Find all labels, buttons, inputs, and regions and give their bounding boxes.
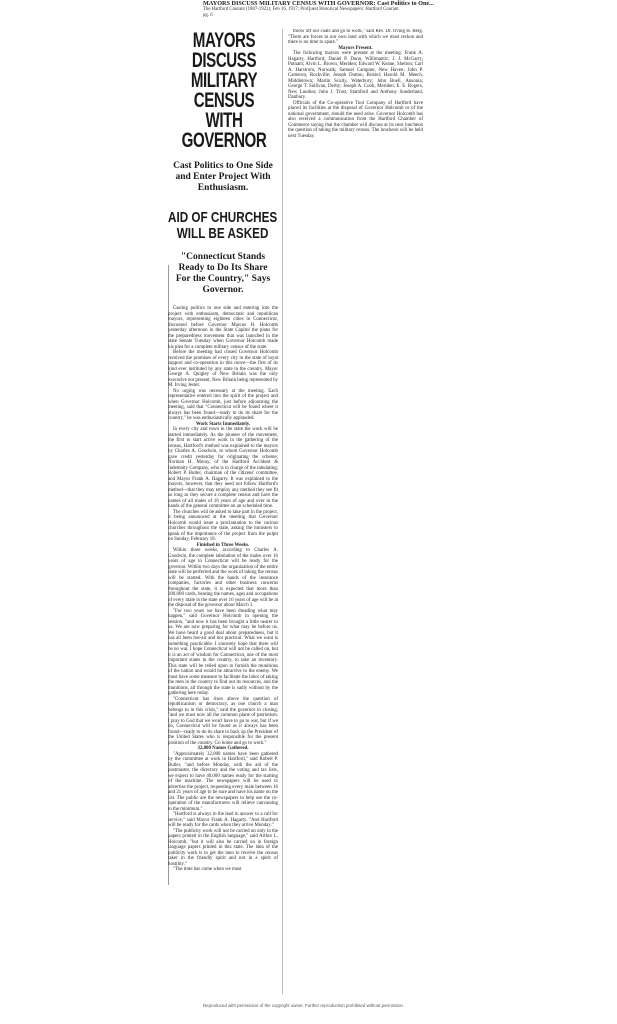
paragraph: "Connecticut has risen above the question of republicanism or democracy, as one church a man belongs to in this crisis," said the governor in closing, "and we must now all the common plane of patriotism. I pray to God that we won't have to go to war, but if we do, Connecticut will be found as it always has been found—ready to do its share to back up the President of the United States who is responsible for the present position of the country. Go home and go to work." [168, 696, 278, 746]
headline-line: MILITARY CENSUS [190, 69, 258, 112]
secondary-headline-line: WILL BE ASKED [176, 225, 269, 242]
citation-source: The Hartford Courant (1887-1922); Feb 16, 1917; ProQuest Historical Newspapers: Hartford Courant [203, 7, 399, 12]
subheading: Mayors Present. [338, 45, 373, 51]
right-column [288, 29, 423, 239]
secondary-headline [168, 210, 277, 242]
paragraph: throw off our coats and go to work," said Rev. Dr. Irving H. Berg. "There are forces in our own land with which we must reckon and there is no time to spare." [288, 29, 423, 45]
paragraph: "Approximately 32,000 names have been gathered by the committee at work in Hartford," said Robert P. Butler, "and before Monday, with the aid of the postmaster, the directory and the voting and tax lists, we expect to have 40,000 names ready for the starting of the machine. The newspapers will be used to advertise the project, requesting every male between 16 and 21 years of age to be sure and have his name on the list. The public are the newspapers to help use the co-operation of the manufacturers will relieve canvassing to the minimum." [168, 751, 278, 812]
article-body-continued [288, 29, 423, 139]
paragraph: "Hartford is always in the lead in answer to a call for service," said Mayor Frank A. Hagarty. "And Hartford will be ready for the cards when they arrive Monday." [168, 812, 278, 828]
paragraph: "For two years we have been dreading what may happen," said Governor Holcomb in opening the session, "and now it has been brought a little nearer to us. We are now preparing for what may be before us. We have heard a good deal about preparedness, but it has all been hot-air and not practical. What we want is something practicable. I sincerely hope that there will be no war. I hope Connecticut will not be called on, but it is an act of wisdom for Connecticut, one of the most important states in the country, to take an inventory. This state will be relied upon to furnish the munitions of the nation and would be attractive to the enemy. We must have some measure to facilitate the labor of taking the men in the country to find out its resources, and the munitions, all through the state is sadly without by the gathering here today. [168, 608, 278, 696]
secondary-headline-line: AID OF CHURCHES [168, 209, 278, 226]
main-headline [170, 31, 278, 151]
headline-line: WITH GOVERNOR [181, 109, 267, 152]
paragraph: Casting politics to one side and entering into the project with enthusiasm, democratic and republican mayors, representing eighteen cities in Connecticut, discussed before Governor Marcus H. Holcomb yesterday afternoon in the State Capitol the plans for the preparedness movement that was launched in the state Senate Tuesday when Governor Holcomb made his plea for a complete military census of the state. [168, 306, 278, 350]
paragraph: "The publicity work will not be carried on only in the papers printed in the English language," said Arthur L. Holcomb, "but it will also be carried on in foreign language papers printed in this state. The idea of the publicity work is to get the men to receive the census taker in the friendly spirit and not in a spirit of hostility." [168, 828, 278, 867]
paragraph: No urging was necessary at the meeting. Each representative entered into the spirit of the project and when Governor Holcomb, just before adjourning the meeting, said that "Connecticut will be found where it always has been found—ready to do its share for the country," he was enthusiastically applauded. [168, 388, 278, 421]
subheading: 32,000 Names Gathered. [197, 746, 249, 751]
citation-page: pg. 6 [203, 13, 213, 18]
copyright-footer: Reproduced with permission of the copyright owner. Further reproduction prohibited without permission. [203, 1003, 405, 1008]
paragraph: In every city and town in the state the work will be started immediately. As the pioneer of the movement, the first to start active work in the gathering of the census, Hartford's method was explained to the mayors by Charles A. Goodwin, to whom Governor Holcomb gave credit yesterday for originating the scheme; Norman H. Moray, of the Hartford Accident & Indemnity Company, who is in charge of the tabulating; Robert P. Butler, chairman of the citizens' committee, and Mayor Frank A. Hagarty. It was explained to the mayors, however, that they need not follow Hartford's method—that they may employ any method they see fit so long as they secure a complete census and have the names of all males of 16 years of age and over in the hands of the general committee on an scheduled time. [168, 427, 278, 509]
paragraph: Officials of the Co-operative Tool Company of Hartford have placed its facilities at the disposal of Governor Holcomb or of the national government, should the need arise. Governor Holcomb has also received a communication from the Hartford Chamber of Commerce saying that the chamber will discuss at its next luncheon the question of taking the military census. The luncheon will be held next Tuesday. [288, 100, 423, 139]
paragraph: The following mayors were present at the meeting: Frank A. Hagarty, Hartford; Daniel P. Dunn, Willimantic; J. J. McGarry, Putnam; Alvin L. Brown, Meriden; Edward W. Keane, Shelton; Carl A. Harstrom, Norwalk; Samuel Campner, New Haven; John P. Cameron, Rockville; Joseph Dutton, Bristol; Harold M. Meech, Middletown; Martin Scully, Waterbury; John Buell, Ansonia; George T. Sullivan, Derby; Joseph A. Cook, Meriden; E. E. Rogers, New London; John J. Trust, Stamford and Anthony Sunderland, Danbury. [288, 51, 423, 100]
paragraph: Within three weeks, according to Charles A. Goodwin, the complete tabulation of the males over 16 years of age in Connecticut will be ready for the governor. Within two days the organization of the entire state will be perfected and the work of taking the census will be started. With the hands of the insurance companies, factories and other business concerns throughout the state, it is expected that more than 300,000 cards, bearing the names, ages and occupations of every male in the state over 16 years of age will be at the disposal of the governor about March 1. [168, 548, 278, 608]
headline-deck: Cast Politics to One Side and Enter Project With Enthusiasm. [173, 161, 273, 193]
citation-title: MAYORS DISCUSS MILITARY CENSUS WITH GOVERNOR: Cast Politics to One... [203, 0, 434, 7]
paragraph: "The time has come when we must [173, 867, 242, 872]
left-column [168, 29, 278, 999]
paragraph: Before the meeting had closed Governor Holcomb received the promises of every city in the state of loyal support and co-operation in this move—the first of its kind ever instituted by any state in the country. Mayor George A. Quigley of New Britain was the only executive not present, New Britain being represented by M. Irving Jester. [168, 350, 278, 388]
subheading: Finished in Three Weeks. [196, 542, 250, 548]
quote-deck: "Connecticut Stands Ready to Do Its Share For the Country," Says Governor. [175, 252, 271, 295]
newspaper-clipping [168, 29, 444, 1001]
citation-header [203, 0, 617, 28]
column-divider [282, 29, 283, 994]
article-body [168, 306, 278, 873]
subheading: Work Starts Immediately. [195, 421, 251, 427]
paragraph: The churches will be asked to take part in the project, it being announced at the meeting that Governor Holcomb would issue a proclamation to the various churches throughout the state, asking the ministers to speak of the importance of the project from the pulpit on Sunday, February 18. [168, 509, 278, 542]
headline-line: MAYORS DISCUSS [191, 29, 257, 72]
